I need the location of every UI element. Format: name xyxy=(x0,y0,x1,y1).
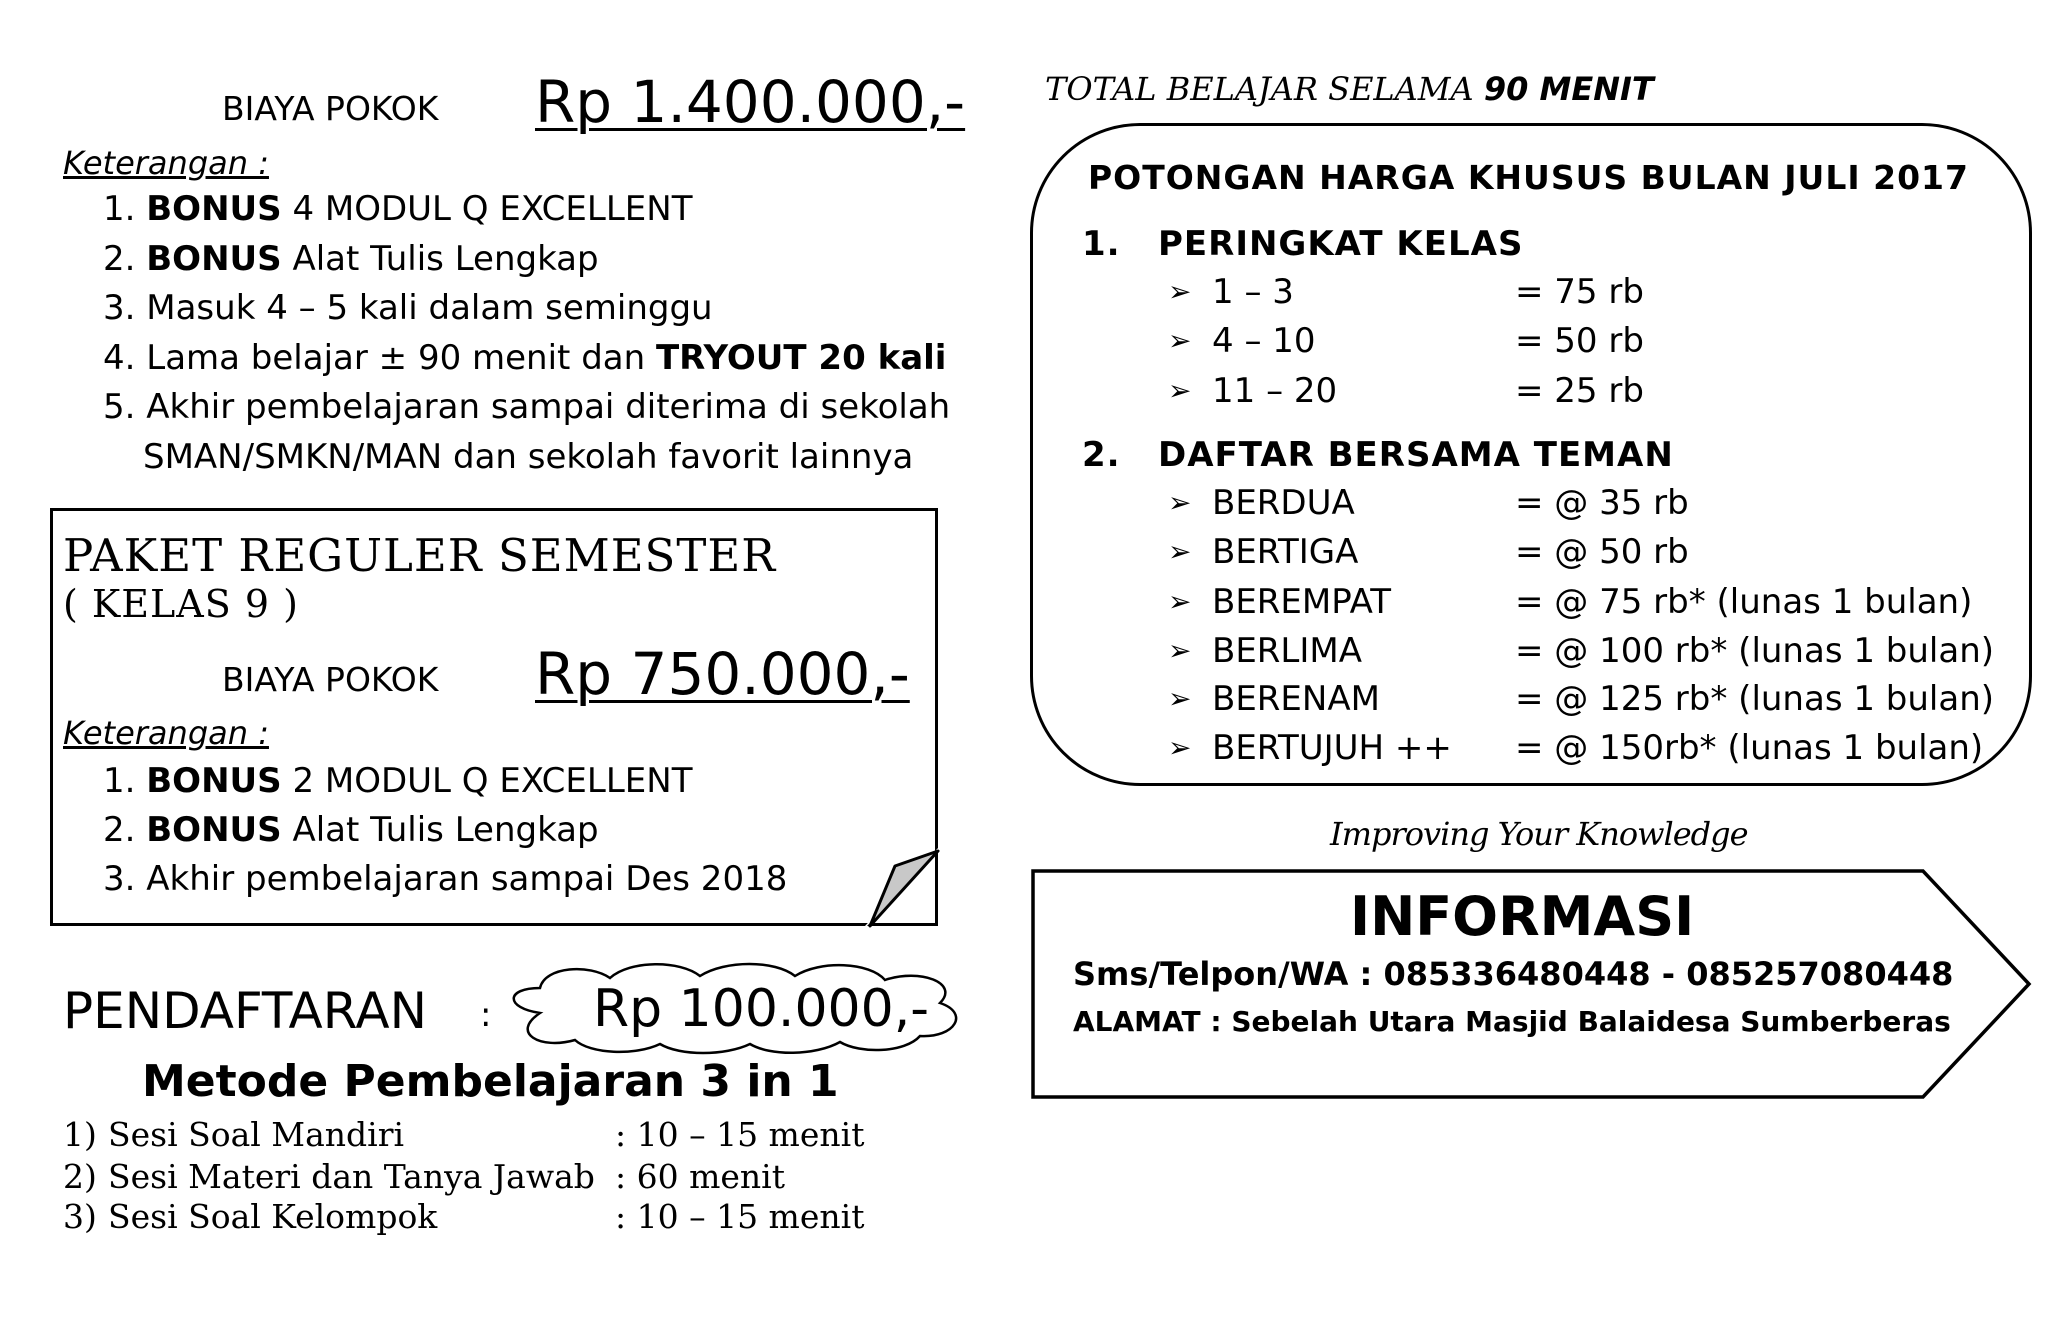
paket-biaya-label: BIAYA POKOK xyxy=(222,660,439,699)
biaya-pokok-price: Rp 1.400.000,- xyxy=(535,68,966,136)
row-value: = @ 125 rb* (lunas 1 bulan) xyxy=(1515,679,1995,719)
sesi-num: 1) xyxy=(63,1115,97,1154)
page-curl-icon xyxy=(865,848,940,928)
row-value: = 25 rb xyxy=(1515,371,1644,411)
arrow-bullet-icon: ➢ xyxy=(1168,535,1192,568)
contact-phone: Sms/Telpon/WA : 085336480448 - 085257080448 xyxy=(1073,955,1954,993)
arrow-bullet-icon: ➢ xyxy=(1168,324,1192,357)
arrow-bullet-icon: ➢ xyxy=(1168,731,1192,764)
row-label: 4 – 10 xyxy=(1212,321,1316,361)
row-value: = @ 35 rb xyxy=(1515,483,1689,523)
paket-subtitle: ( KELAS 9 ) xyxy=(63,582,299,626)
sesi-name: Sesi Soal Mandiri xyxy=(108,1115,405,1154)
list-item: 3. Akhir pembelajaran sampai Des 2018 xyxy=(103,859,788,899)
potongan-title: POTONGAN HARGA KHUSUS BULAN JULI 2017 xyxy=(1088,158,1969,197)
alamat-address: ALAMAT : Sebelah Utara Masjid Balaidesa Sumberberas xyxy=(1073,1005,1951,1038)
row-value: = 50 rb xyxy=(1515,321,1644,361)
metode-title: Metode Pembelajaran 3 in 1 xyxy=(142,1056,839,1107)
pendaftaran-label: PENDAFTARAN xyxy=(63,982,428,1040)
arrow-bullet-icon: ➢ xyxy=(1168,486,1192,519)
row-label: BERTIGA xyxy=(1212,532,1359,572)
section-heading: DAFTAR BERSAMA TEMAN xyxy=(1158,435,1674,475)
sesi-duration: : 60 menit xyxy=(615,1157,785,1196)
paket-price: Rp 750.000,- xyxy=(535,640,910,708)
row-label: 1 – 3 xyxy=(1212,272,1294,312)
row-value: = @ 150rb* (lunas 1 bulan) xyxy=(1515,728,1984,768)
row-label: BERLIMA xyxy=(1212,631,1362,671)
tagline: Improving Your Knowledge xyxy=(1330,815,1748,853)
row-label: BEREMPAT xyxy=(1212,582,1391,622)
row-label: 11 – 20 xyxy=(1212,371,1338,411)
informasi-title: INFORMASI xyxy=(1350,885,1695,948)
sesi-duration: : 10 – 15 menit xyxy=(615,1115,865,1154)
section-number: 2. xyxy=(1082,435,1121,475)
sesi-duration: : 10 – 15 menit xyxy=(615,1197,865,1236)
pendaftaran-colon: : xyxy=(480,995,492,1035)
list-item: 2. BONUS Alat Tulis Lengkap xyxy=(103,810,599,850)
list-item: 4. Lama belajar ± 90 menit dan TRYOUT 20 kali xyxy=(103,338,947,378)
total-belajar-heading: TOTAL BELAJAR SELAMA 90 MENIT xyxy=(1045,70,1654,108)
list-item: 2. BONUS Alat Tulis Lengkap xyxy=(103,239,599,279)
sesi-name: Sesi Materi dan Tanya Jawab xyxy=(108,1157,595,1196)
paket-keterangan-label: Keterangan : xyxy=(63,714,269,752)
list-item-continuation: SMAN/SMKN/MAN dan sekolah favorit lainnya xyxy=(143,437,914,477)
row-value: = @ 100 rb* (lunas 1 bulan) xyxy=(1515,631,1995,671)
sesi-num: 2) xyxy=(63,1157,97,1196)
row-label: BERTUJUH ++ xyxy=(1212,728,1452,768)
row-value: = @ 50 rb xyxy=(1515,532,1689,572)
arrow-bullet-icon: ➢ xyxy=(1168,374,1192,407)
pendaftaran-price: Rp 100.000,- xyxy=(593,979,929,1039)
arrow-bullet-icon: ➢ xyxy=(1168,682,1192,715)
list-item: 1. BONUS 4 MODUL Q EXCELLENT xyxy=(103,189,693,229)
arrow-bullet-icon: ➢ xyxy=(1168,585,1192,618)
section-number: 1. xyxy=(1082,224,1121,264)
sesi-name: Sesi Soal Kelompok xyxy=(108,1197,438,1236)
row-value: = @ 75 rb* (lunas 1 bulan) xyxy=(1515,582,1973,622)
sesi-num: 3) xyxy=(63,1197,97,1236)
arrow-bullet-icon: ➢ xyxy=(1168,275,1192,308)
paket-title: PAKET REGULER SEMESTER xyxy=(63,529,777,582)
list-item: 3. Masuk 4 – 5 kali dalam seminggu xyxy=(103,288,713,328)
list-item: 5. Akhir pembelajaran sampai diterima di sekolah xyxy=(103,387,951,427)
biaya-pokok-label: BIAYA POKOK xyxy=(222,89,439,128)
keterangan-label: Keterangan : xyxy=(63,144,269,182)
row-label: BERDUA xyxy=(1212,483,1355,523)
arrow-bullet-icon: ➢ xyxy=(1168,634,1192,667)
section-heading: PERINGKAT KELAS xyxy=(1158,224,1524,264)
list-item: 1. BONUS 2 MODUL Q EXCELLENT xyxy=(103,761,693,801)
row-label: BERENAM xyxy=(1212,679,1380,719)
row-value: = 75 rb xyxy=(1515,272,1644,312)
